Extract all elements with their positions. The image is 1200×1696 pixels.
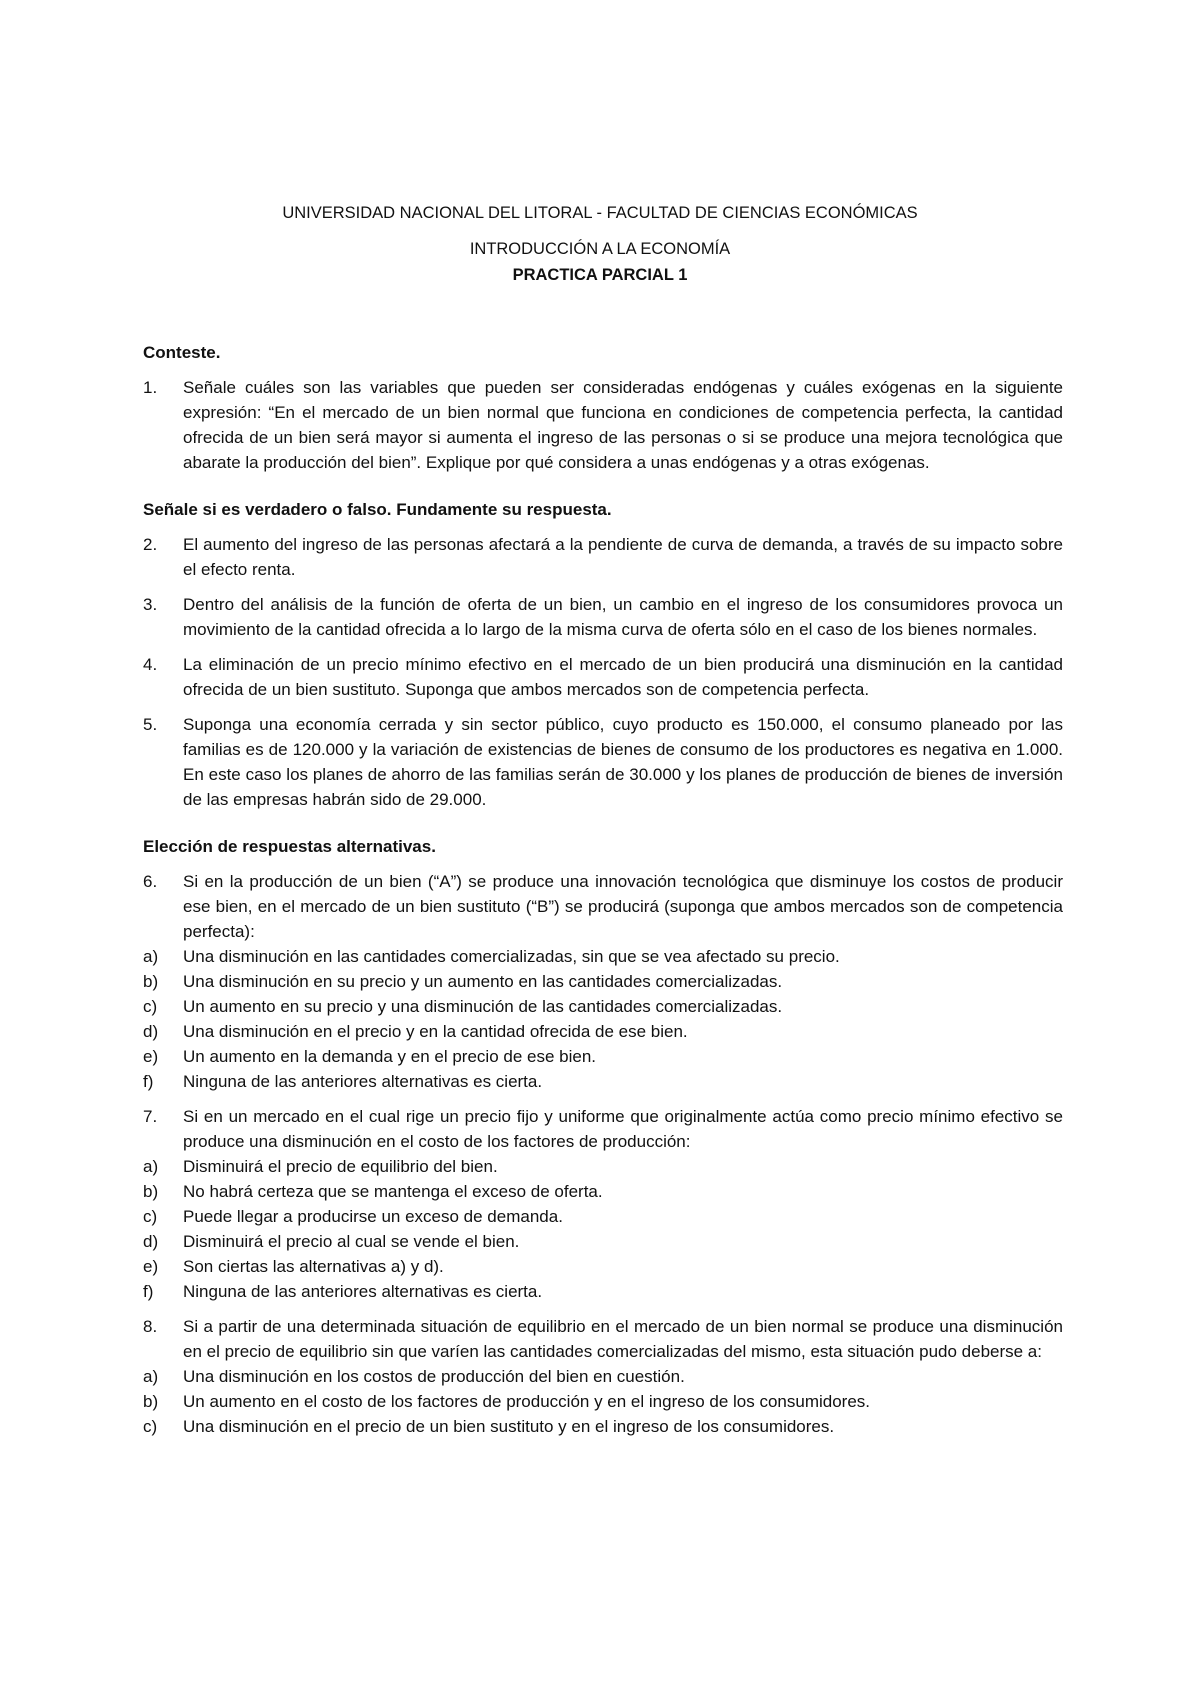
option-text: Una disminución en el precio y en la cantidad ofrecida de ese bien. [183, 1022, 688, 1041]
option-letter: f) [143, 1072, 154, 1091]
exam-content [143, 340, 1063, 1439]
question-8 [143, 1314, 1063, 1364]
option-letter: d) [143, 1022, 159, 1041]
option-letter: a) [143, 1157, 159, 1176]
option-item [143, 1179, 1063, 1204]
option-item [143, 1044, 1063, 1069]
option-item [143, 1229, 1063, 1254]
option-item [143, 1389, 1063, 1414]
option-item [143, 969, 1063, 994]
question-text: Si en un mercado en el cual rige un precio fijo y uniforme que originalmente actúa como precio mínimo efectivo se produce una disminución en el costo de los factores de producción: [183, 1107, 1063, 1151]
option-item [143, 1279, 1063, 1304]
option-text: Disminuirá el precio al cual se vende el bien. [183, 1232, 520, 1251]
option-letter: f) [143, 1282, 154, 1301]
option-letter: d) [143, 1232, 159, 1251]
option-item [143, 1154, 1063, 1179]
question-text: Dentro del análisis de la función de oferta de un bien, un cambio en el ingreso de los consumidores provoca un movimiento de la cantidad ofrecida a lo largo de la misma curva de oferta sólo en el caso de los bienes normales. [183, 595, 1063, 639]
option-item [143, 1254, 1063, 1279]
course-title: INTRODUCCIÓN A LA ECONOMÍA [469, 240, 731, 258]
option-text: Ninguna de las anteriores alternativas es cierta. [183, 1072, 543, 1091]
question-number: 2. [143, 535, 158, 554]
question-text: El aumento del ingreso de las personas afectará a la pendiente de curva de demanda, a través de su impacto sobre el efecto renta. [183, 535, 1063, 579]
question-3 [143, 592, 1063, 642]
option-item [143, 1204, 1063, 1229]
option-letter: e) [143, 1047, 159, 1066]
option-letter: b) [143, 972, 159, 991]
question-1 [143, 375, 1063, 475]
option-text: No habrá certeza que se mantenga el exceso de oferta. [183, 1182, 603, 1201]
question-text: Si a partir de una determinada situación de equilibrio en el mercado de un bien normal se produce una disminución en el precio de equilibrio sin que varíen las cantidades comercializadas del mismo, esta situación pudo deberse a: [183, 1317, 1063, 1361]
question-text: La eliminación de un precio mínimo efectivo en el mercado de un bien producirá una disminución en la cantidad ofrecida de un bien sustituto. Suponga que ambos mercados son de competencia perfecta. [183, 655, 1063, 699]
option-letter: e) [143, 1257, 159, 1276]
option-text: Una disminución en los costos de producción del bien en cuestión. [183, 1367, 685, 1386]
section-title-eleccion: Elección de respuestas alternativas. [143, 837, 436, 856]
option-item [143, 1414, 1063, 1439]
option-letter: a) [143, 947, 159, 966]
question-number: 6. [143, 872, 158, 891]
option-text: Una disminución en el precio de un bien sustituto y en el ingreso de los consumidores. [183, 1417, 835, 1436]
section-title-conteste: Conteste. [143, 343, 221, 362]
exam-title: PRACTICA PARCIAL 1 [512, 266, 688, 284]
question-number: 5. [143, 715, 158, 734]
question-text: Si en la producción de un bien (“A”) se produce una innovación tecnológica que disminuye los costos de producir ese bien, en el mercado de un bien sustituto (“B”) se producirá (suponga que ambos mercados son de competencia perfecta): [183, 872, 1063, 941]
option-text: Son ciertas las alternativas a) y d). [183, 1257, 444, 1276]
option-text: Una disminución en su precio y un aumento en las cantidades comercializadas. [183, 972, 783, 991]
question-number: 1. [143, 378, 158, 397]
question-2 [143, 532, 1063, 582]
option-text: Un aumento en su precio y una disminución de las cantidades comercializadas. [183, 997, 783, 1016]
question-4 [143, 652, 1063, 702]
option-letter: c) [143, 1207, 158, 1226]
option-text: Disminuirá el precio de equilibrio del bien. [183, 1157, 498, 1176]
question-5 [143, 712, 1063, 812]
option-text: Una disminución en las cantidades comercializadas, sin que se vea afectado su precio. [183, 947, 840, 966]
question-number: 7. [143, 1107, 158, 1126]
option-letter: a) [143, 1367, 159, 1386]
option-letter: c) [143, 1417, 158, 1436]
option-letter: b) [143, 1182, 159, 1201]
option-item [143, 944, 1063, 969]
question-number: 3. [143, 595, 158, 614]
option-item [143, 1364, 1063, 1389]
option-letter: c) [143, 997, 158, 1016]
option-text: Ninguna de las anteriores alternativas es cierta. [183, 1282, 543, 1301]
question-text: Señale cuáles son las variables que pueden ser consideradas endógenas y cuáles exógenas en la siguiente expresión: “En el mercado de un bien normal que funciona en condiciones de competencia perfecta, la cantidad ofrecida de un bien será mayor si aumenta el ingreso de las personas o si se produce una mejora tecnológica que abarate la producción del bien”. Explique por qué considera a unas endógenas y a otras exógenas. [183, 378, 1063, 472]
question-6 [143, 869, 1063, 944]
section-title-verdadero-falso: Señale si es verdadero o falso. Fundamente su respuesta. [143, 500, 612, 519]
option-letter: b) [143, 1392, 159, 1411]
question-text: Suponga una economía cerrada y sin sector público, cuyo producto es 150.000, el consumo planeado por las familias es de 120.000 y la variación de existencias de bienes de consumo de los productores es negativa en 1.000. En este caso los planes de ahorro de las familias serán de 30.000 y los planes de producción de bienes de inversión de las empresas habrán sido de 29.000. [183, 715, 1063, 809]
option-text: Un aumento en el costo de los factores de producción y en el ingreso de los consumidores. [183, 1392, 871, 1411]
option-text: Puede llegar a producirse un exceso de demanda. [183, 1207, 563, 1226]
option-item [143, 994, 1063, 1019]
question-number: 4. [143, 655, 158, 674]
question-7 [143, 1104, 1063, 1154]
option-item [143, 1019, 1063, 1044]
option-text: Un aumento en la demanda y en el precio de ese bien. [183, 1047, 596, 1066]
university-header: UNIVERSIDAD NACIONAL DEL LITORAL - FACULTAD DE CIENCIAS ECONÓMICAS [282, 204, 918, 222]
question-number: 8. [143, 1317, 158, 1336]
option-item [143, 1069, 1063, 1094]
